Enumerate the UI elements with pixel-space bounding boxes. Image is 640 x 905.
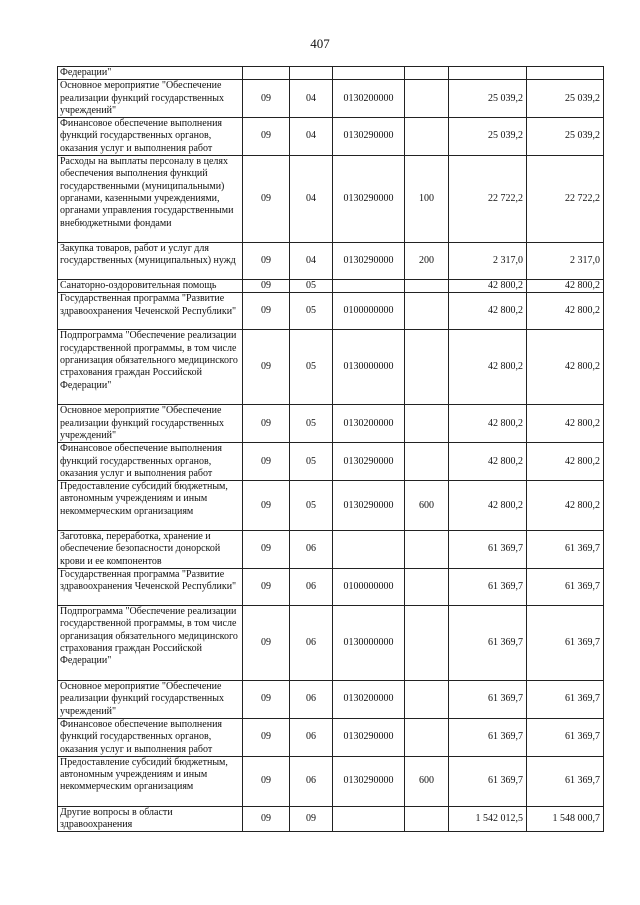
- row-subsection: 05: [290, 481, 333, 531]
- row-sum-1: 1 542 012,5: [449, 806, 527, 832]
- row-subsection: 06: [290, 606, 333, 681]
- table-row: [58, 481, 604, 531]
- row-section: 09: [243, 405, 290, 443]
- row-subsection: 06: [290, 718, 333, 756]
- row-sum-1: 42 800,2: [449, 330, 527, 405]
- row-subsection: 06: [290, 756, 333, 806]
- row-sum-2: 42 800,2: [527, 405, 604, 443]
- row-section: 09: [243, 280, 290, 293]
- row-expense-type: 200: [405, 243, 449, 280]
- row-sum-2: [527, 67, 604, 80]
- row-sum-2: 42 800,2: [527, 443, 604, 481]
- row-section: 09: [243, 806, 290, 832]
- row-subsection: 05: [290, 443, 333, 481]
- row-sum-2: 42 800,2: [527, 293, 604, 330]
- table-row: [58, 293, 604, 330]
- table-row: [58, 280, 604, 293]
- row-sum-2: 61 369,7: [527, 606, 604, 681]
- row-subsection: 06: [290, 569, 333, 606]
- row-target-article: 0130290000: [333, 118, 405, 156]
- row-expense-type: [405, 531, 449, 569]
- row-section: 09: [243, 156, 290, 243]
- table-row: [58, 569, 604, 606]
- row-section: 09: [243, 481, 290, 531]
- row-sum-1: 42 800,2: [449, 405, 527, 443]
- row-target-article: [333, 280, 405, 293]
- row-subsection: 05: [290, 330, 333, 405]
- table-row: [58, 718, 604, 756]
- row-subsection: 04: [290, 80, 333, 118]
- row-subsection: 05: [290, 280, 333, 293]
- row-subsection: 05: [290, 293, 333, 330]
- row-sum-1: 25 039,2: [449, 118, 527, 156]
- row-target-article: [333, 806, 405, 832]
- row-sum-1: 61 369,7: [449, 718, 527, 756]
- row-name: Подпрограмма "Обеспечение реализации государственной программы, в том числе организация обязательного медицинского страхования граждан Российской Федерации": [58, 330, 243, 405]
- row-section: [243, 67, 290, 80]
- row-sum-1: 25 039,2: [449, 80, 527, 118]
- row-subsection: 09: [290, 806, 333, 832]
- row-name: Федерации": [58, 67, 243, 80]
- row-expense-type: 600: [405, 756, 449, 806]
- row-name: Предоставление субсидий бюджетным, автономным учреждениям и иным некоммерческим организациям: [58, 756, 243, 806]
- row-sum-1: 61 369,7: [449, 681, 527, 719]
- table-row: [58, 80, 604, 118]
- row-name: Заготовка, переработка, хранение и обеспечение безопасности донорской крови и ее компонентов: [58, 531, 243, 569]
- row-name: Государственная программа "Развитие здравоохранения Чеченской Республики": [58, 569, 243, 606]
- row-subsection: 06: [290, 531, 333, 569]
- row-expense-type: [405, 569, 449, 606]
- row-sum-2: 25 039,2: [527, 118, 604, 156]
- row-target-article: 0130290000: [333, 243, 405, 280]
- row-target-article: 0130200000: [333, 405, 405, 443]
- row-expense-type: [405, 67, 449, 80]
- row-section: 09: [243, 718, 290, 756]
- row-sum-1: 42 800,2: [449, 293, 527, 330]
- table-row: [58, 606, 604, 681]
- row-subsection: 04: [290, 118, 333, 156]
- row-sum-2: 1 548 000,7: [527, 806, 604, 832]
- row-section: 09: [243, 531, 290, 569]
- row-sum-2: 61 369,7: [527, 531, 604, 569]
- row-expense-type: [405, 443, 449, 481]
- row-target-article: 0130000000: [333, 606, 405, 681]
- table-row: [58, 756, 604, 806]
- row-target-article: 0100000000: [333, 569, 405, 606]
- row-section: 09: [243, 80, 290, 118]
- row-sum-2: 61 369,7: [527, 681, 604, 719]
- row-target-article: 0100000000: [333, 293, 405, 330]
- row-sum-2: 42 800,2: [527, 481, 604, 531]
- row-target-article: 0130200000: [333, 681, 405, 719]
- table-row: [58, 443, 604, 481]
- row-section: 09: [243, 681, 290, 719]
- row-sum-2: 25 039,2: [527, 80, 604, 118]
- row-sum-2: 61 369,7: [527, 756, 604, 806]
- row-expense-type: [405, 718, 449, 756]
- row-section: 09: [243, 606, 290, 681]
- row-section: 09: [243, 569, 290, 606]
- row-sum-1: [449, 67, 527, 80]
- row-name: Финансовое обеспечение выполнения функций государственных органов, оказания услуг и выполнения работ: [58, 118, 243, 156]
- budget-table-body: [58, 67, 604, 832]
- row-name: Расходы на выплаты персоналу в целях обеспечения выполнения функций государственными (муниципальными) органами, казенными учреждениями, органами управления государственными внебюджетными фондами: [58, 156, 243, 243]
- row-subsection: [290, 67, 333, 80]
- row-expense-type: [405, 280, 449, 293]
- row-sum-1: 61 369,7: [449, 569, 527, 606]
- row-expense-type: [405, 806, 449, 832]
- table-row: [58, 243, 604, 280]
- row-target-article: 0130290000: [333, 756, 405, 806]
- row-section: 09: [243, 118, 290, 156]
- budget-table: [57, 66, 604, 832]
- table-row: [58, 806, 604, 832]
- row-name: Финансовое обеспечение выполнения функций государственных органов, оказания услуг и выполнения работ: [58, 718, 243, 756]
- row-expense-type: [405, 330, 449, 405]
- row-sum-1: 42 800,2: [449, 280, 527, 293]
- row-sum-1: 61 369,7: [449, 756, 527, 806]
- row-section: 09: [243, 243, 290, 280]
- row-sum-2: 22 722,2: [527, 156, 604, 243]
- row-name: Основное мероприятие "Обеспечение реализации функций государственных учреждений": [58, 80, 243, 118]
- row-expense-type: [405, 293, 449, 330]
- row-expense-type: [405, 405, 449, 443]
- row-subsection: 04: [290, 243, 333, 280]
- row-sum-1: 61 369,7: [449, 531, 527, 569]
- row-sum-2: 42 800,2: [527, 280, 604, 293]
- table-row: [58, 531, 604, 569]
- row-target-article: 0130200000: [333, 80, 405, 118]
- row-target-article: [333, 67, 405, 80]
- row-name: Финансовое обеспечение выполнения функций государственных органов, оказания услуг и выполнения работ: [58, 443, 243, 481]
- row-sum-2: 61 369,7: [527, 718, 604, 756]
- row-sum-1: 61 369,7: [449, 606, 527, 681]
- table-row: [58, 67, 604, 80]
- row-name: Государственная программа "Развитие здравоохранения Чеченской Республики": [58, 293, 243, 330]
- row-sum-1: 2 317,0: [449, 243, 527, 280]
- row-section: 09: [243, 330, 290, 405]
- row-sum-2: 2 317,0: [527, 243, 604, 280]
- row-expense-type: [405, 118, 449, 156]
- table-row: [58, 330, 604, 405]
- row-expense-type: [405, 80, 449, 118]
- row-name: Основное мероприятие "Обеспечение реализации функций государственных учреждений": [58, 405, 243, 443]
- row-name: Закупка товаров, работ и услуг для государственных (муниципальных) нужд: [58, 243, 243, 280]
- row-target-article: 0130290000: [333, 156, 405, 243]
- row-section: 09: [243, 756, 290, 806]
- row-subsection: 04: [290, 156, 333, 243]
- row-sum-1: 22 722,2: [449, 156, 527, 243]
- row-name: Другие вопросы в области здравоохранения: [58, 806, 243, 832]
- table-row: [58, 118, 604, 156]
- row-sum-2: 42 800,2: [527, 330, 604, 405]
- table-row: [58, 405, 604, 443]
- row-sum-1: 42 800,2: [449, 481, 527, 531]
- row-expense-type: [405, 681, 449, 719]
- table-row: [58, 681, 604, 719]
- row-subsection: 06: [290, 681, 333, 719]
- table-row: [58, 156, 604, 243]
- row-target-article: [333, 531, 405, 569]
- row-name: Подпрограмма "Обеспечение реализации государственной программы, в том числе организация обязательного медицинского страхования граждан Российской Федерации": [58, 606, 243, 681]
- row-expense-type: 100: [405, 156, 449, 243]
- page-number: 407: [310, 36, 330, 51]
- row-subsection: 05: [290, 405, 333, 443]
- row-target-article: 0130290000: [333, 718, 405, 756]
- row-sum-2: 61 369,7: [527, 569, 604, 606]
- row-section: 09: [243, 293, 290, 330]
- row-expense-type: 600: [405, 481, 449, 531]
- row-target-article: 0130000000: [333, 330, 405, 405]
- row-expense-type: [405, 606, 449, 681]
- row-section: 09: [243, 443, 290, 481]
- row-name: Санаторно-оздоровительная помощь: [58, 280, 243, 293]
- row-name: Основное мероприятие "Обеспечение реализации функций государственных учреждений": [58, 681, 243, 719]
- row-target-article: 0130290000: [333, 443, 405, 481]
- row-sum-1: 42 800,2: [449, 443, 527, 481]
- row-name: Предоставление субсидий бюджетным, автономным учреждениям и иным некоммерческим организациям: [58, 481, 243, 531]
- row-target-article: 0130290000: [333, 481, 405, 531]
